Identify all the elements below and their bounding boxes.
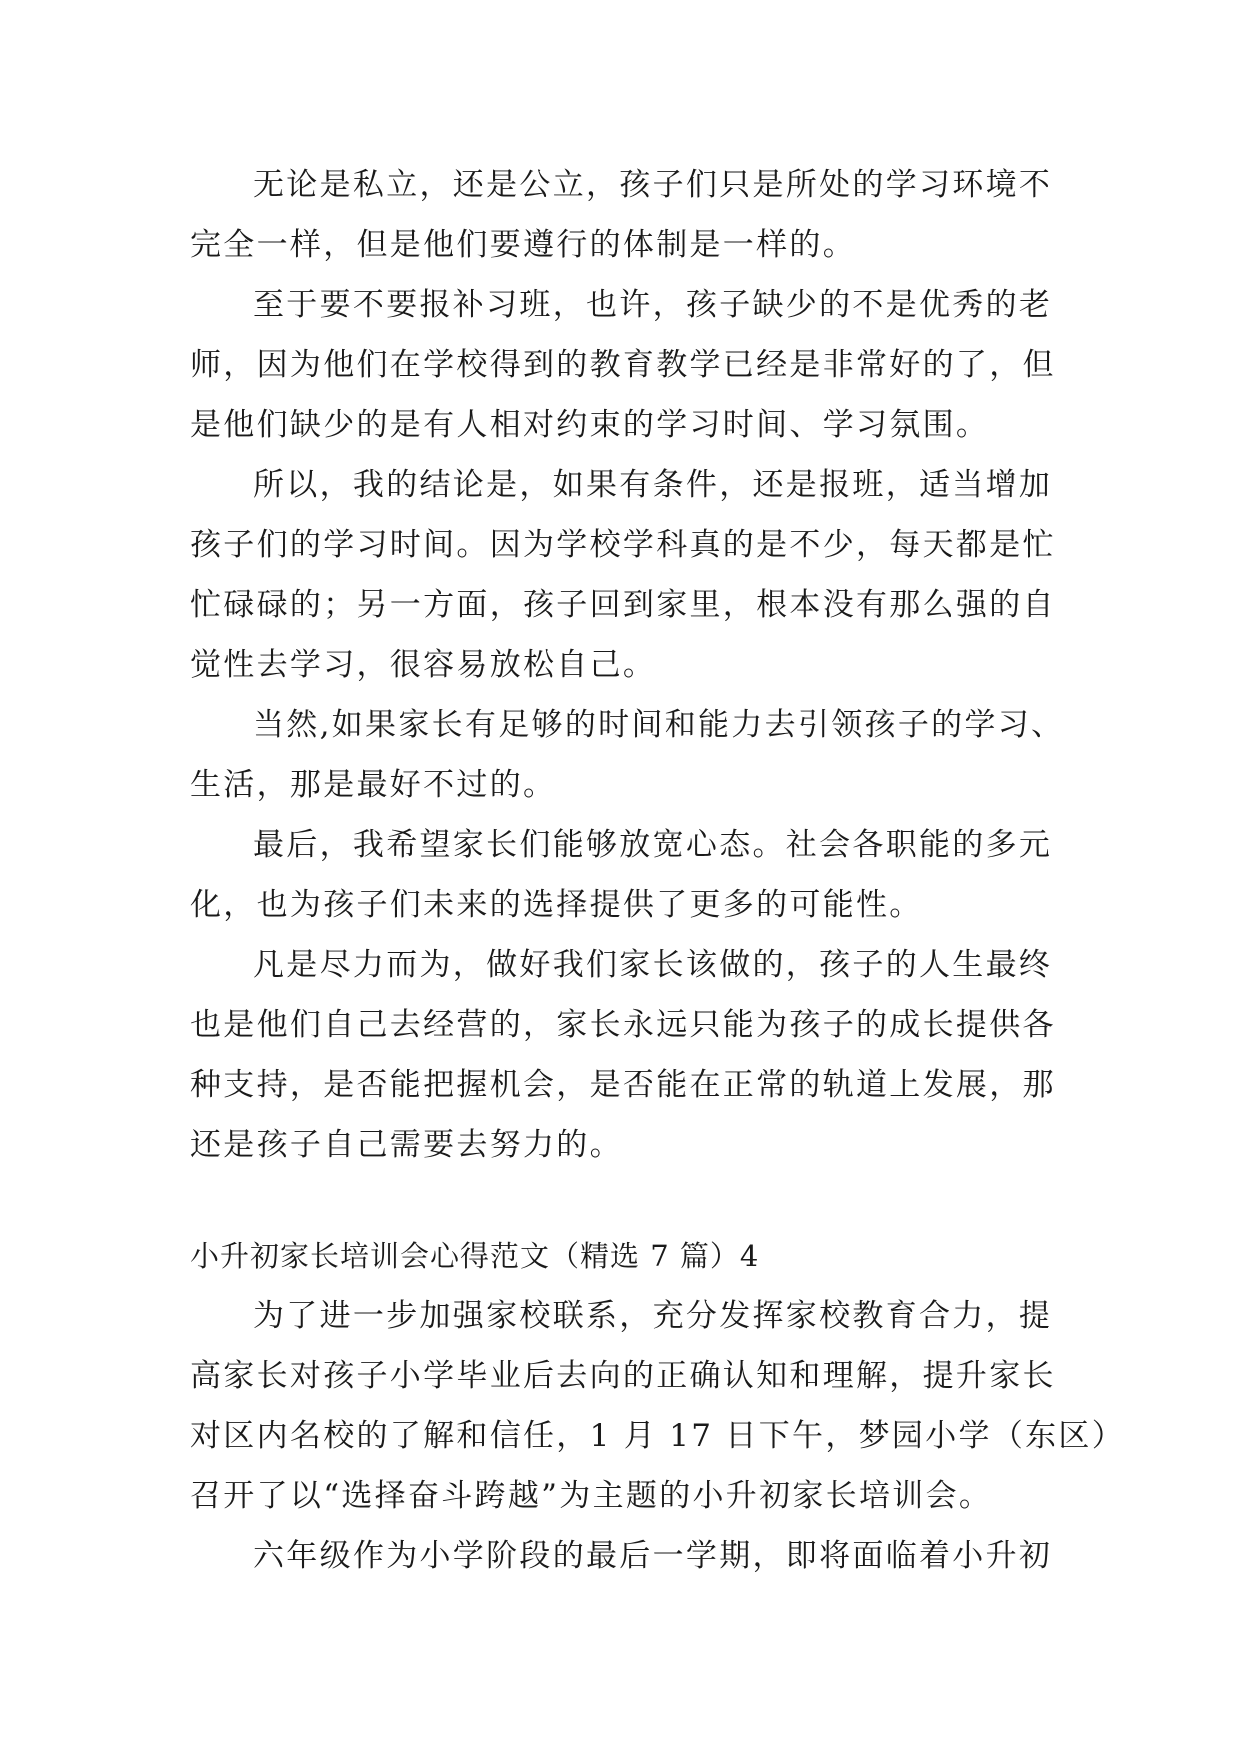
- paragraph-line: 召开了以“选择奋斗跨越”为主题的小升初家长培训会。: [190, 1478, 993, 1514]
- paragraph-line: 忙碌碌的；另一方面，孩子回到家里，根本没有那么强的自: [190, 587, 1056, 623]
- paragraph-line: 无论是私立，还是公立，孩子们只是所处的学习环境不: [253, 167, 1053, 203]
- paragraph-line: 师，因为他们在学校得到的教育教学已经是非常好的了，但: [190, 347, 1056, 383]
- paragraph-line: 为了进一步加强家校联系，充分发挥家校教育合力，提: [253, 1298, 1053, 1334]
- paragraph-line: 六年级作为小学阶段的最后一学期，即将面临着小升初: [253, 1538, 1053, 1574]
- paragraph-line: 还是孩子自己需要去努力的。: [190, 1127, 623, 1163]
- paragraph-line: 孩子们的学习时间。因为学校学科真的是不少，每天都是忙: [190, 527, 1056, 563]
- paragraph-line: 所以，我的结论是，如果有条件，还是报班，适当增加: [253, 467, 1053, 503]
- section-heading: 小升初家长培训会心得范文（精选 7 篇）4: [190, 1239, 760, 1273]
- paragraph-line: 生活，那是最好不过的。: [190, 767, 557, 803]
- paragraph-line: 凡是尽力而为，做好我们家长该做的，孩子的人生最终: [253, 947, 1053, 983]
- paragraph-line: 化，也为孩子们未来的选择提供了更多的可能性。: [190, 887, 923, 923]
- paragraph-line: 最后，我希望家长们能够放宽心态。社会各职能的多元: [253, 827, 1053, 863]
- paragraph-line: 当然,如果家长有足够的时间和能力去引领孩子的学习、: [253, 707, 1065, 743]
- paragraph-line: 高家长对孩子小学毕业后去向的正确认知和理解，提升家长: [190, 1358, 1056, 1394]
- paragraph-line: 至于要不要报补习班，也许，孩子缺少的不是优秀的老: [253, 287, 1053, 323]
- paragraph-line: 对区内名校的了解和信任，1 月 17 日下午，梦园小学（东区）: [190, 1418, 1126, 1454]
- paragraph-line: 也是他们自己去经营的，家长永远只能为孩子的成长提供各: [190, 1007, 1056, 1043]
- paragraph-line: 觉性去学习，很容易放松自己。: [190, 647, 657, 683]
- paragraph-line: 是他们缺少的是有人相对约束的学习时间、学习氛围。: [190, 407, 990, 443]
- paragraph-line: 种支持，是否能把握机会，是否能在正常的轨道上发展，那: [190, 1067, 1056, 1103]
- paragraph-line: 完全一样，但是他们要遵行的体制是一样的。: [190, 227, 856, 263]
